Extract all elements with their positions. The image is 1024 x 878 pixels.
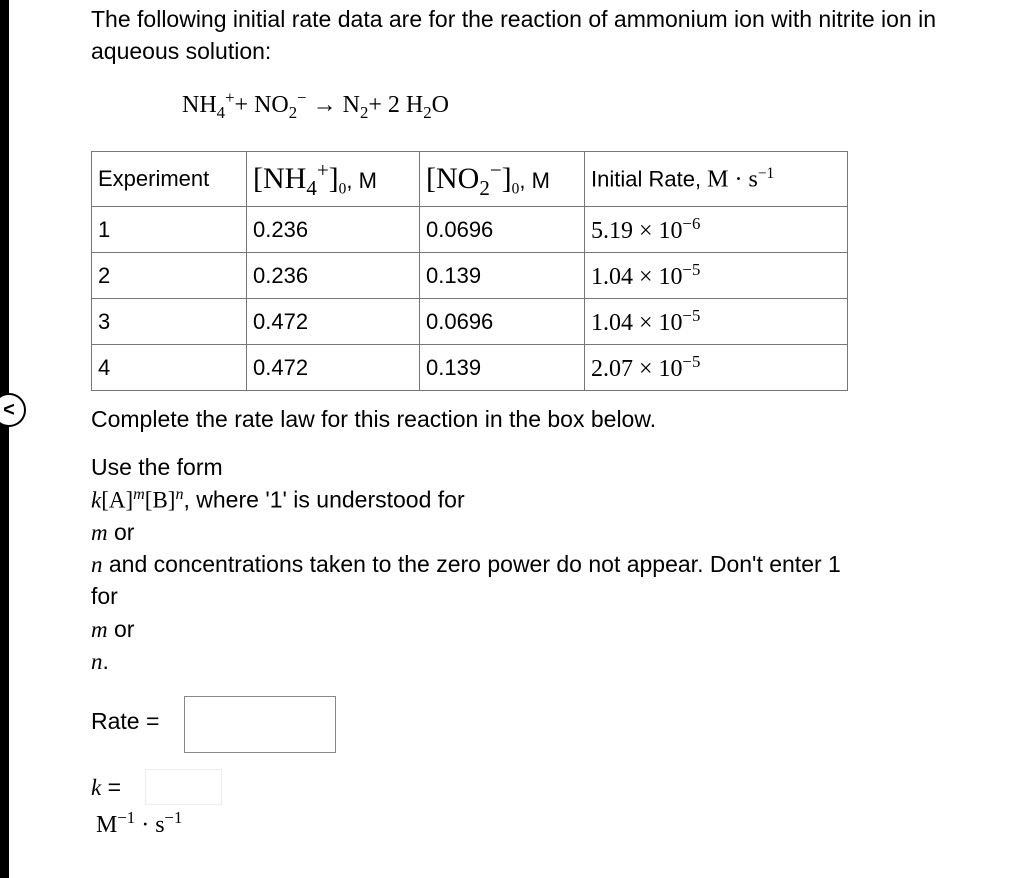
cell-nh4: 0.236: [247, 253, 420, 299]
header-initial-rate: Initial Rate, $M \cdot s^{-1}$: [585, 152, 848, 207]
cell-experiment: 3: [92, 299, 247, 345]
collapse-chevron-icon[interactable]: <: [0, 393, 26, 427]
k-label: k =: [91, 774, 122, 800]
table-header-row: [92, 152, 848, 207]
cell-experiment: 4: [92, 345, 247, 391]
instruction-for: for: [91, 583, 118, 609]
header-no2-conc: $[NO_2^-]_0$, M: [420, 152, 585, 207]
cell-no2: 0.139: [420, 253, 585, 299]
header-experiment: Experiment: [92, 152, 247, 207]
instruction-zero-power: n and concentrations taken to the zero power do not appear. Don't enter 1: [91, 551, 841, 577]
rate-law-input[interactable]: [184, 696, 336, 753]
table-row: [92, 207, 848, 253]
instruction-complete: Complete the rate law for this reaction in the box below.: [91, 406, 657, 432]
cell-experiment: 1: [92, 207, 247, 253]
cell-rate: $1.04 \times 10^{-5}$: [585, 299, 848, 345]
reaction-equation: $NH_4^++ NO_2^- \to N_2+ 2$ $H_2O$: [182, 88, 449, 122]
cell-rate: $1.04 \times 10^{-5}$: [585, 253, 848, 299]
table-row: [92, 299, 848, 345]
cell-rate: $2.07 \times 10^{-5}$: [585, 345, 848, 391]
instruction-use-form: Use the form: [91, 454, 223, 480]
k-unit: $M^{-1} \cdot s^{-1}$: [96, 808, 183, 838]
left-edge-bar: [0, 0, 9, 878]
cell-no2: 0.0696: [420, 299, 585, 345]
header-nh4-conc: $[NH_4^+]_0$, M: [247, 152, 420, 207]
table-row: [92, 253, 848, 299]
instruction-m-or-2: m or: [91, 616, 135, 642]
cell-nh4: 0.472: [247, 345, 420, 391]
rate-label: Rate =: [91, 708, 160, 734]
rate-data-table: [91, 151, 848, 391]
intro-text: The following initial rate data are for the reaction of ammonium ion with nitrite ion in aqueous solution:: [91, 6, 937, 64]
cell-no2: 0.139: [420, 345, 585, 391]
cell-experiment: 2: [92, 253, 247, 299]
instruction-m-or: m or: [91, 519, 135, 545]
instruction-form: $k[A]^m[B]^n$, where '1' is understood for: [91, 486, 465, 513]
cell-nh4: 0.472: [247, 299, 420, 345]
cell-rate: $5.19 \times 10^{-6}$: [585, 207, 848, 253]
table-row: [92, 345, 848, 391]
cell-nh4: 0.236: [247, 207, 420, 253]
k-value-input[interactable]: [145, 769, 222, 805]
instruction-n-end: n.: [91, 648, 109, 674]
cell-no2: 0.0696: [420, 207, 585, 253]
